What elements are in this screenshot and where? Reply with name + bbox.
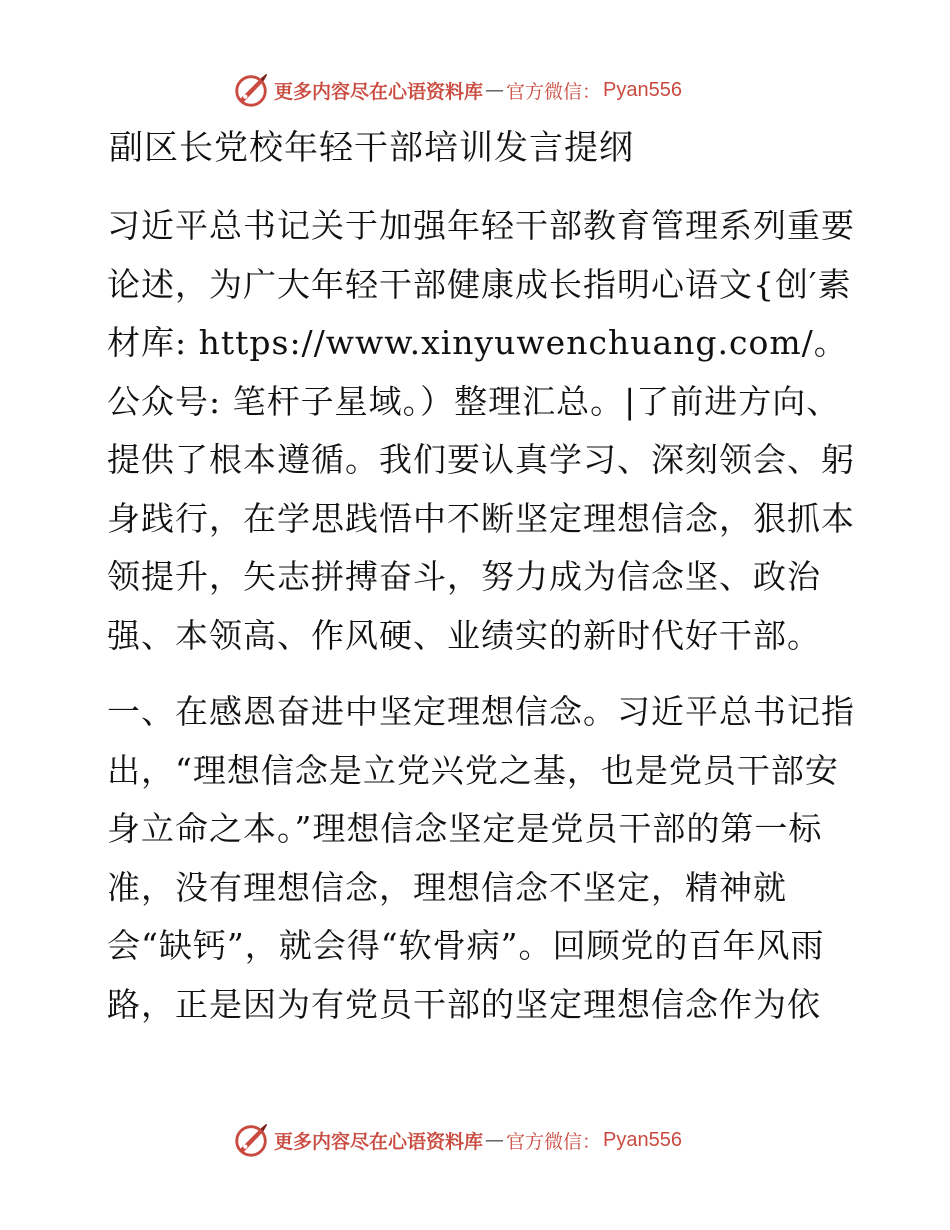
banner-separator: — (485, 79, 505, 101)
wechat-id: Pyan556 (603, 1128, 682, 1151)
document-body (97, 120, 857, 1034)
document-title: 副区长党校年轻干部培训发言提纲 (109, 128, 634, 168)
wechat-label: 官方微信： (506, 80, 602, 103)
wechat-label: 官方微信： (506, 1130, 602, 1153)
site-name: 更多内容尽在心语资料库 (274, 1130, 484, 1153)
paragraph-intro: 习近平总书记关于加强年轻干部教育管理系列重要论述，为广大年轻干部健康成长指明心语文{创′素材库: https://www.xinyuwenchuang.com/。公众号: 笔杆子星域。）整理汇总。|了前进方向、提供了根本遵循。我们要认真学习、深刻领会、躬身践行，在学思践悟中不断坚定理想信念，狠抓本领提升，矢志拼搏奋斗，努力成为信念坚、政治强、本领高、作风硬、业绩实的新时代好干部。 (107, 206, 855, 655)
wechat-id: Pyan556 (603, 78, 682, 101)
paragraph-section-one: 一、在感恩奋进中坚定理想信念。习近平总书记指出，“理想信念是立党兴党之基，也是党员干部安身立命之本。”理想信念坚定是党员干部的第一标准，没有理想信念，理想信念不坚定，精神就会“缺钙”，就会得“软骨病”。回顾党的百年风雨路，正是因为有党员干部的坚定理想信念作为依 (107, 692, 855, 1024)
banner-separator: — (485, 1129, 505, 1151)
site-name: 更多内容尽在心语资料库 (274, 80, 484, 103)
quill-pen-logo-icon (232, 71, 270, 109)
footer-banner (232, 1120, 682, 1160)
header-banner (232, 70, 682, 110)
quill-pen-logo-icon (232, 1121, 270, 1159)
